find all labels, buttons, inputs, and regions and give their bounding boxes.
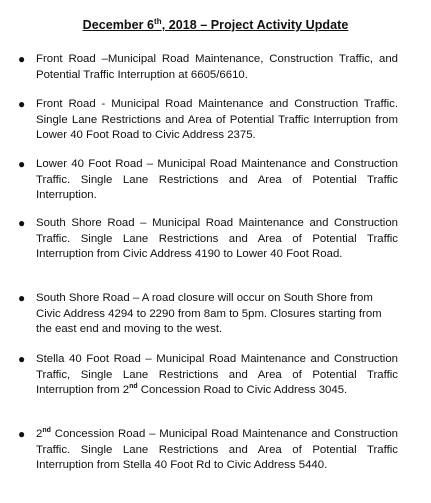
title-date: December 6 [82, 18, 155, 32]
title-rest: , 2018 – Project Activity Update [161, 18, 349, 32]
ordinal-suffix: nd [42, 427, 51, 435]
item-text: South Shore Road – Municipal Road Maintenance and Construction Traffic. Single Lane Restrictions and Area of Potential Traffic Interruption from Civic Address 4190 to Lower 40 Foot Road. [36, 217, 398, 261]
bullet-icon: ● [18, 157, 26, 171]
item-text-part: Concession Road to Civic Address 3045. [137, 384, 348, 397]
bullet-icon: ● [18, 352, 26, 366]
item-text-part: Concession Road – Municipal Road Maintenance and Construction Traffic. Single Lane Restrictions and Area of Potential Traffic Interruption from Stella 40 Foot Rd to Civic Address 5440. [36, 428, 398, 472]
item-text-part: 2 [36, 428, 43, 440]
bullet-icon: ● [18, 216, 26, 230]
item-text [36, 427, 398, 474]
item-text: Front Road - Municipal Road Maintenance and Construction Traffic. Single Lane Restrictions and Area of Potential Traffic Interruption from Lower 40 Foot Road to Civic Address 2375. [36, 98, 398, 142]
bullet-icon: ● [18, 427, 26, 441]
item-text: South Shore Road – A road closure will occur on South Shore from Civic Address 4294 to 2290 from 8am to 5pm. Closures starting from the east end and moving to the west. [36, 292, 382, 336]
item-text-part: Stella 40 Foot Road – Municipal Road Maintenance and Construction Traffic, Single Lane Restrictions and Area of Potential Traffic Interruption from 2 [36, 353, 398, 397]
title-date-suffix: th [154, 16, 162, 26]
item-text: Front Road –Municipal Road Maintenance, Construction Traffic, and Potential Traffic Interruption at 6605/6610. [36, 53, 398, 81]
bullet-icon: ● [18, 52, 26, 66]
bullet-icon: ● [18, 97, 26, 111]
page-title [0, 17, 431, 33]
ordinal-suffix: nd [129, 383, 138, 391]
item-text [36, 352, 398, 399]
item-text: Lower 40 Foot Road – Municipal Road Maintenance and Construction Traffic. Single Lane Restrictions and Area of Potential Traffic Interruption. [36, 158, 398, 202]
bullet-icon: ● [18, 291, 26, 305]
